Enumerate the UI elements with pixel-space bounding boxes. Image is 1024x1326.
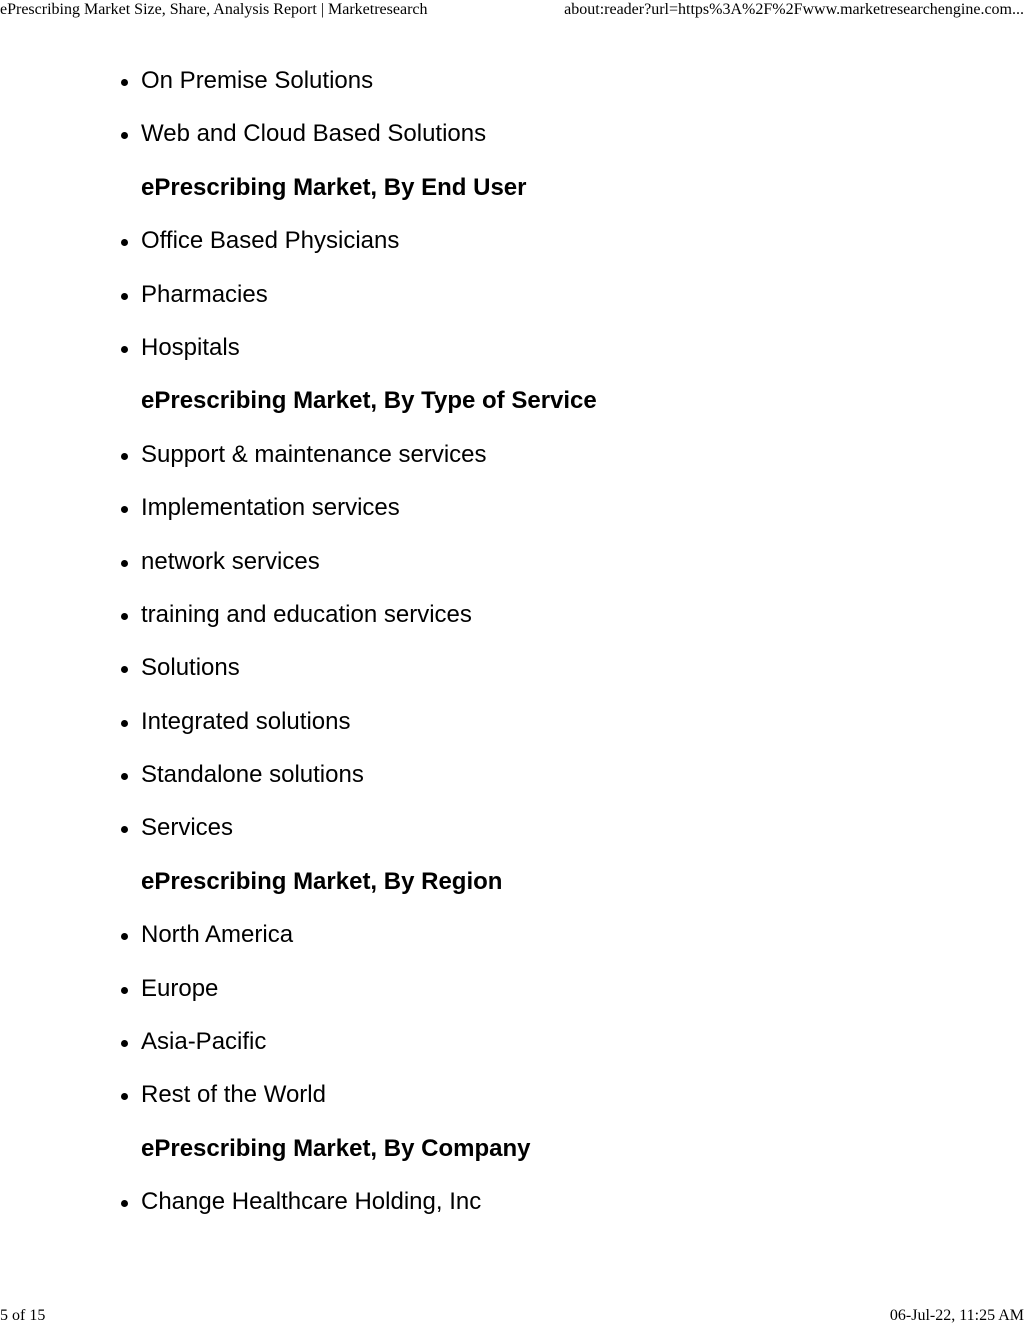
page-url: about:reader?url=https%3A%2F%2Fwww.marketresearchengine.com... [564, 1, 1024, 18]
section-heading: ePrescribing Market, By Company [141, 1134, 531, 1162]
list-item: Rest of the World [141, 1075, 1001, 1128]
page-title: ePrescribing Market Size, Share, Analysis Report | Marketresearch [0, 1, 428, 18]
list-item: Europe [141, 969, 1001, 1022]
list-item: Support & maintenance services [141, 435, 1001, 488]
print-timestamp: 06-Jul-22, 11:25 AM [889, 1307, 1024, 1324]
list-item: Standalone solutions [141, 755, 1001, 808]
list-item: Asia-Pacific [141, 1022, 1001, 1075]
list-item: Change Healthcare Holding, Inc [141, 1182, 1001, 1235]
list-item: On Premise Solutions [141, 61, 1001, 114]
list-item: Pharmacies [141, 275, 1001, 328]
print-header [0, 0, 1024, 22]
list-item: training and education services [141, 595, 1001, 648]
section-heading: ePrescribing Market, By Region [141, 867, 503, 895]
print-footer [0, 1306, 1024, 1326]
list-item: Web and Cloud Based Solutions [141, 114, 1001, 167]
list-item: Solutions [141, 648, 1001, 701]
list-item: Integrated solutions [141, 702, 1001, 755]
list-item: Services [141, 808, 1001, 861]
page-number: 5 of 15 [0, 1307, 46, 1324]
section-heading: ePrescribing Market, By End User [141, 173, 527, 201]
list-item: Hospitals [141, 328, 1001, 381]
list-item: Implementation services [141, 488, 1001, 541]
article-content [141, 61, 1001, 1236]
list-item: Office Based Physicians [141, 221, 1001, 274]
section-heading: ePrescribing Market, By Type of Service [141, 387, 597, 415]
list-item: network services [141, 542, 1001, 595]
list-item: North America [141, 915, 1001, 968]
